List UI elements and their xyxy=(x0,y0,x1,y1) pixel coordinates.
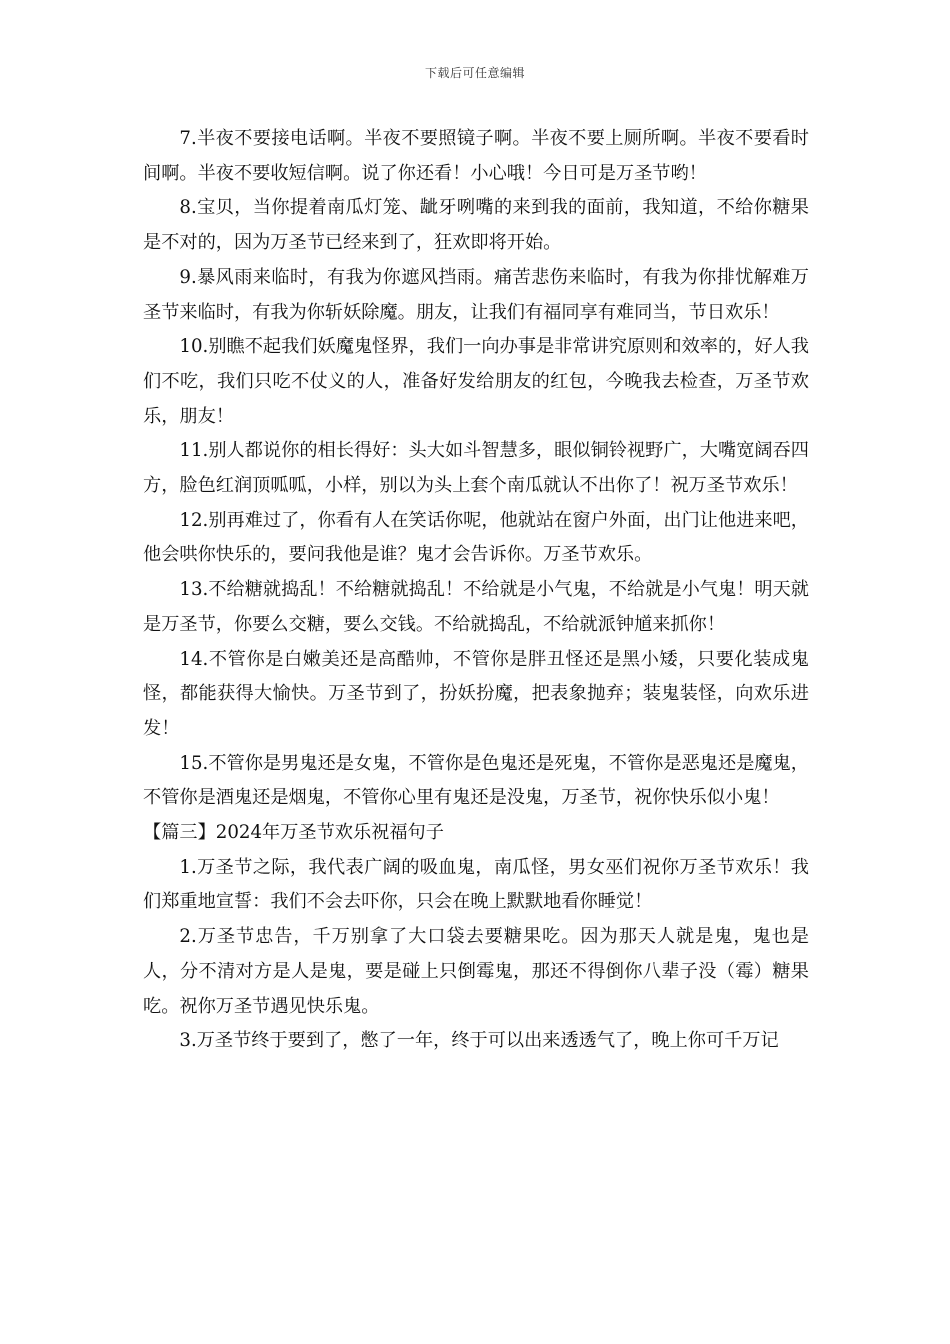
page-header: 下载后可任意编辑 xyxy=(424,66,525,80)
paragraph-10: 10.别瞧不起我们妖魔鬼怪界，我们一向办事是非常讲究原则和效率的，好人我们不吃，我们只吃不仗义的人，准备好发给朋友的红包，今晚我去检查，万圣节欢乐，朋友！ xyxy=(143,336,809,427)
paragraph-9: 9.暴风雨来临时，有我为你遮风挡雨。痛苦悲伤来临时，有我为你排忧解难万圣节来临时，有我为你斩妖除魔。朋友，让我们有福同享有难同当，节日欢乐！ xyxy=(143,266,809,323)
paragraph-12: 12.别再难过了，你看有人在笑话你呢，他就站在窗户外面，出门让他进来吧，他会哄你快乐的，要问我他是谁？鬼才会告诉你。万圣节欢乐。 xyxy=(143,509,809,566)
paragraph-14: 14.不管你是白嫩美还是高酷帅，不管你是胖丑怪还是黑小矮，只要化装成鬼怪，都能获得大愉快。万圣节到了，扮妖扮魔，把表象抛弃；装鬼装怪，向欢乐进发！ xyxy=(143,648,809,739)
paragraph-15: 15.不管你是男鬼还是女鬼，不管你是色鬼还是死鬼，不管你是恶鬼还是魔鬼，不管你是酒鬼还是烟鬼，不管你心里有鬼还是没鬼，万圣节，祝你快乐似小鬼！ xyxy=(143,752,809,809)
section-title: 【篇三】2024年万圣节欢乐祝福句子 xyxy=(143,822,444,844)
paragraph-13: 13.不给糖就捣乱！不给糖就捣乱！不给就是小气鬼，不给就是小气鬼！明天就是万圣节，你要么交糖，要么交钱。不给就捣乱，不给就派钟馗来抓你！ xyxy=(143,579,809,635)
section-paragraph-3: 3.万圣节终于要到了，憋了一年，终于可以出来透透气了，晚上你可千万记 xyxy=(179,1030,779,1052)
paragraph-8: 8.宝贝，当你提着南瓜灯笼、龇牙咧嘴的来到我的面前，我知道，不给你糖果是不对的，因为万圣节已经来到了，狂欢即将开始。 xyxy=(143,197,809,254)
paragraph-7: 7.半夜不要接电话啊。半夜不要照镜子啊。半夜不要上厕所啊。半夜不要看时间啊。半夜不要收短信啊。说了你还看！小心哦！今日可是万圣节哟！ xyxy=(143,128,809,184)
section-paragraph-2: 2.万圣节忠告，千万别拿了大口袋去要糖果吃。因为那天人就是鬼，鬼也是人，分不清对方是人是鬼，要是碰上只倒霉鬼，那还不得倒你八辈子没（霉）糖果吃。祝你万圣节遇见快乐鬼。 xyxy=(143,926,809,1017)
section-paragraph-1: 1.万圣节之际，我代表广阔的吸血鬼，南瓜怪，男女巫们祝你万圣节欢乐！我们郑重地宣誓：我们不会去吓你，只会在晚上默默地看你睡觉！ xyxy=(143,856,809,913)
paragraph-11: 11.别人都说你的相长得好：头大如斗智慧多，眼似铜铃视野广，大嘴宽阔吞四方，脸色红润顶呱呱，小样，别以为头上套个南瓜就认不出你了！祝万圣节欢乐！ xyxy=(143,440,809,497)
document-body xyxy=(143,122,809,1059)
